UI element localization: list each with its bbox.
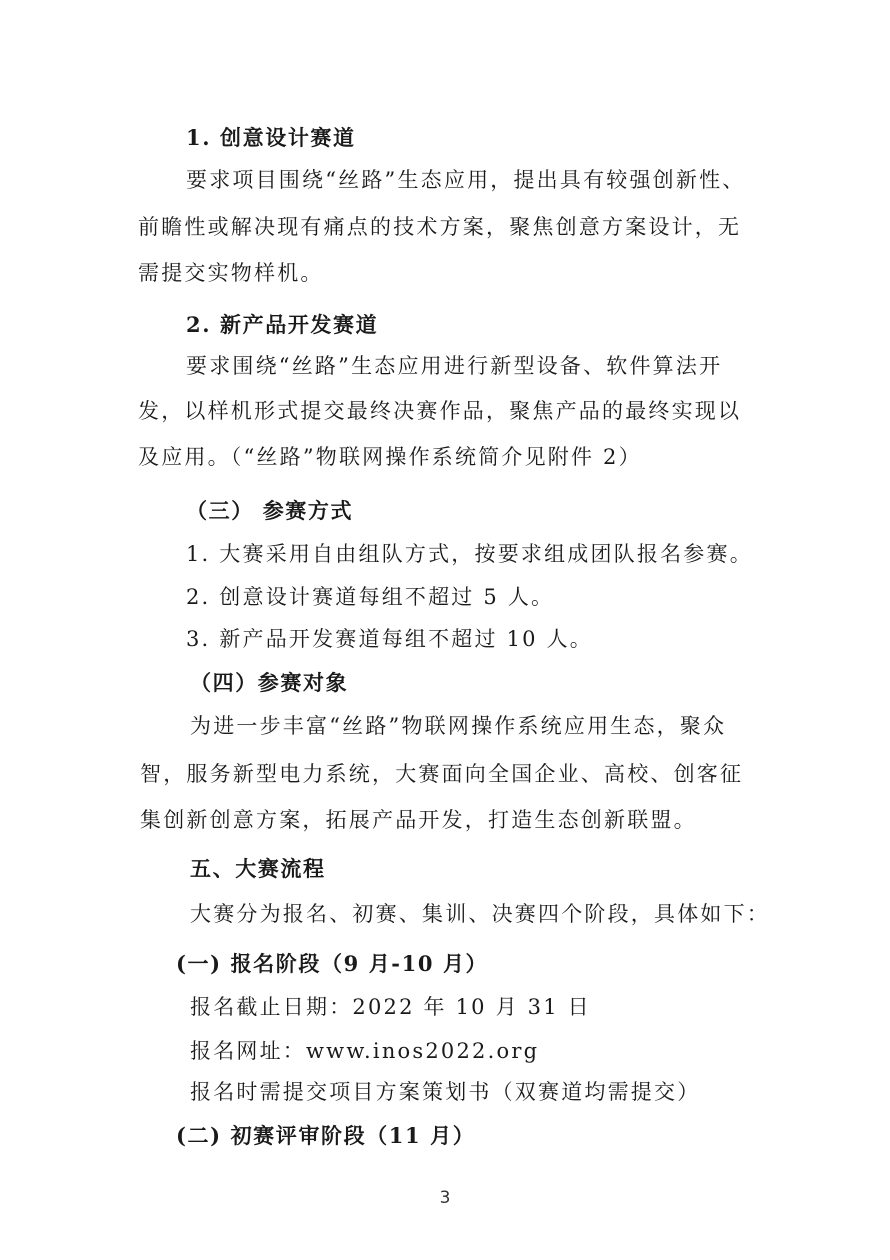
process-intro: 大赛分为报名、初赛、集训、决赛四个阶段，具体如下： <box>190 902 770 926</box>
stage-2-title: (二) 初赛评审阶段（11 月） <box>176 1123 476 1148</box>
track-2-line-3: 及应用。（“丝路”物联网操作系统简介见附件 2） <box>138 445 642 469</box>
track-1-line-1: 要求项目围绕“丝路”生态应用，提出具有较强创新性、 <box>186 168 746 192</box>
method-item-3: 3. 新产品开发赛道每组不超过 10 人。 <box>186 627 593 651</box>
target-line-1: 为进一步丰富“丝路”物联网操作系统应用生态，聚众 <box>190 714 727 738</box>
method-item-2: 2. 创意设计赛道每组不超过 5 人。 <box>186 585 555 609</box>
stage-1-deadline: 报名截止日期：2022 年 10 月 31 日 <box>190 995 591 1019</box>
page-number: 3 <box>439 1188 451 1208</box>
track-1-line-3: 需提交实物样机。 <box>138 261 324 285</box>
target-line-2: 智，服务新型电力系统，大赛面向全国企业、高校、创客征 <box>140 762 744 786</box>
track-2-line-1: 要求围绕“丝路”生态应用进行新型设备、软件算法开 <box>186 354 723 378</box>
stage-1-title: (一) 报名阶段（9 月-10 月） <box>176 951 489 976</box>
track-2-title: 2. 新产品开发赛道 <box>186 312 379 337</box>
process-title: 五、大赛流程 <box>190 856 326 881</box>
method-item-1: 1. 大赛采用自由组队方式，按要求组成团队报名参赛。 <box>186 542 753 566</box>
track-1-line-2: 前瞻性或解决现有痛点的技术方案，聚焦创意方案设计，无 <box>138 215 742 239</box>
track-2-line-2: 发，以样机形式提交最终决赛作品，聚焦产品的最终实现以 <box>138 399 742 423</box>
method-title: （三） 参赛方式 <box>186 498 354 523</box>
track-1-title: 1. 创意设计赛道 <box>186 125 356 150</box>
stage-1-url: 报名网址：www.inos2022.org <box>190 1039 540 1063</box>
target-line-3: 集创新创意方案，拓展产品开发，打造生态创新联盟。 <box>140 808 697 832</box>
target-title: （四）参赛对象 <box>190 670 349 695</box>
stage-1-submit: 报名时需提交项目方案策划书（双赛道均需提交） <box>190 1080 701 1104</box>
